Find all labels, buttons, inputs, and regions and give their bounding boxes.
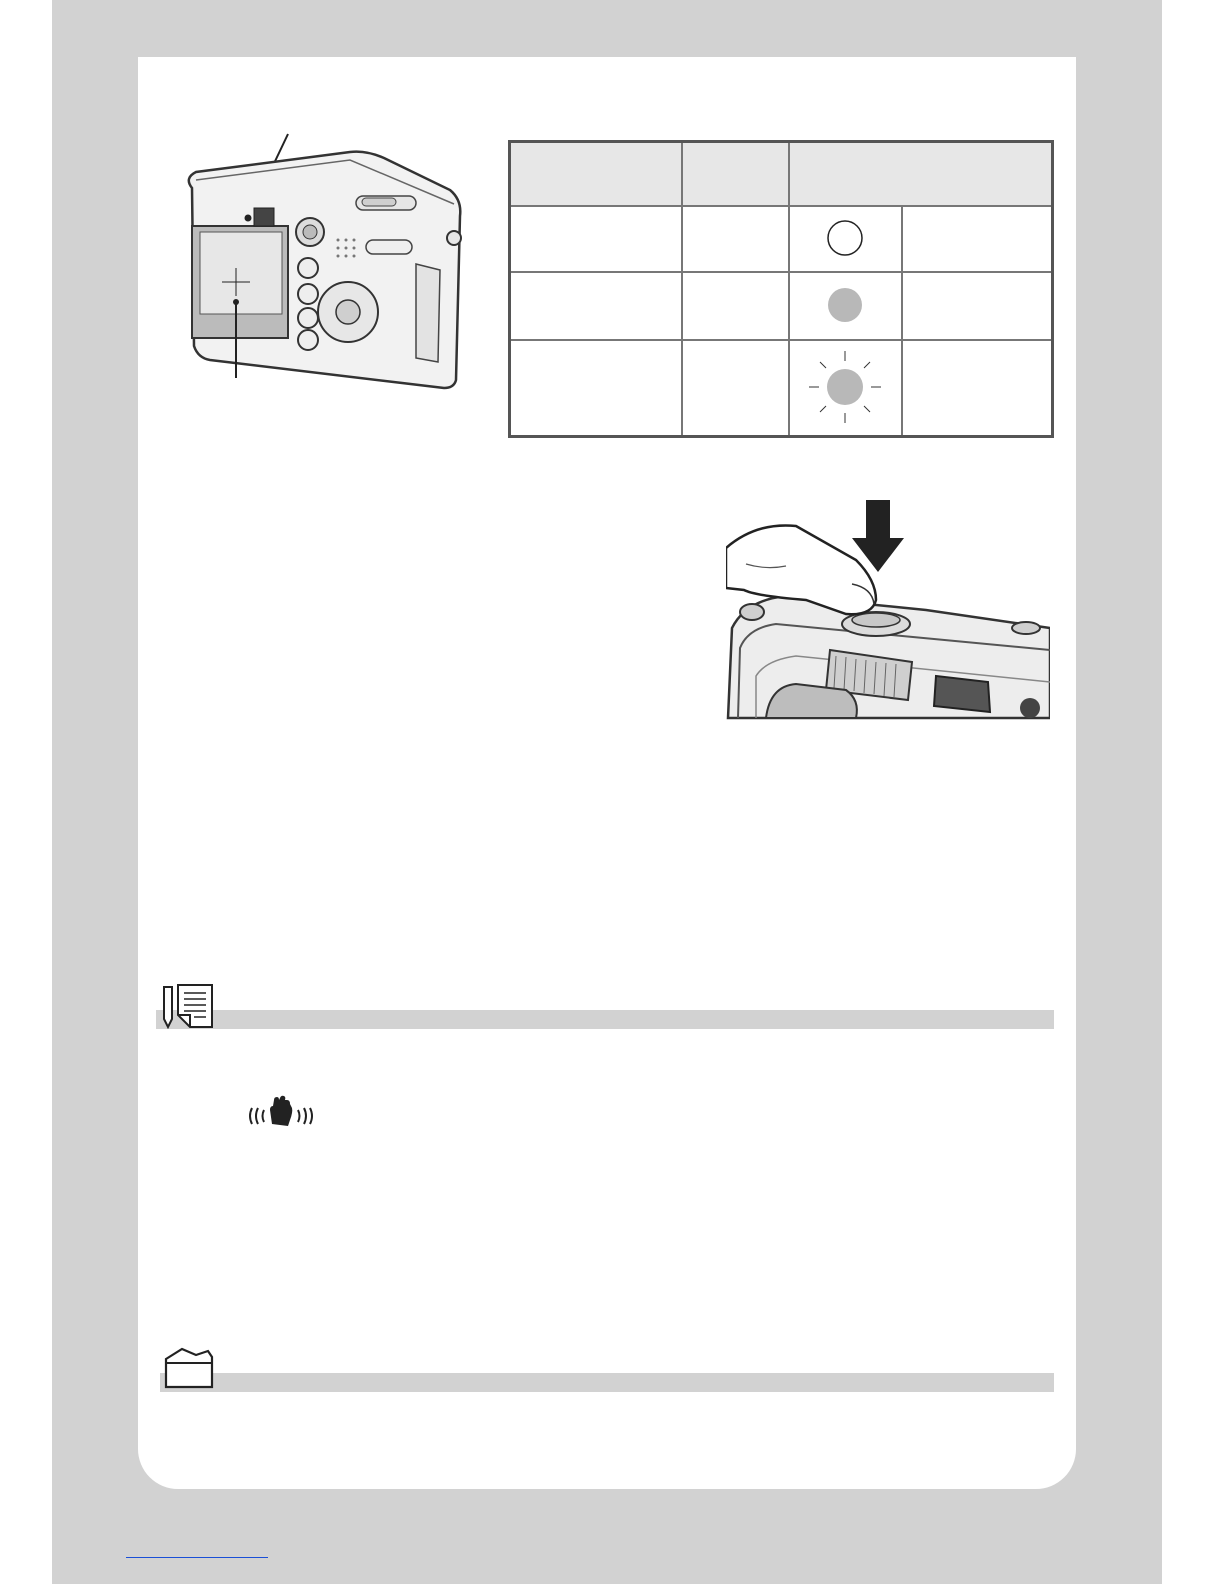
- table-cell: [789, 340, 902, 436]
- table-cell: [902, 340, 1053, 436]
- table-row: [510, 340, 1053, 436]
- memo-icon: [160, 983, 216, 1029]
- table-cell: [789, 272, 902, 340]
- notes-section-bar: [156, 1010, 1054, 1029]
- table-row: [510, 206, 1053, 272]
- table-cell: [682, 206, 789, 272]
- camera-shake-hand-icon: [246, 1094, 314, 1130]
- finger-pressing-shutter-illustration: [726, 500, 1050, 720]
- lamp-lit-icon: [823, 283, 867, 327]
- table-row: [510, 272, 1053, 340]
- table-cell: [902, 272, 1053, 340]
- lamp-status-table: [508, 140, 1054, 438]
- table-cell: [789, 206, 902, 272]
- table-cell: [682, 340, 789, 436]
- lamp-off-icon: [823, 216, 867, 260]
- lamp-blinking-icon: [805, 347, 885, 427]
- table-cell: [510, 272, 682, 340]
- table-header-cell: [682, 142, 789, 207]
- reference-section-bar: [160, 1373, 1054, 1392]
- table-cell: [510, 340, 682, 436]
- camera-rear-illustration: [170, 130, 470, 390]
- table-header-row: [510, 142, 1053, 207]
- table-header-cell: [789, 142, 1053, 207]
- table-cell: [902, 206, 1053, 272]
- table-header-cell: [510, 142, 682, 207]
- table-cell: [510, 206, 682, 272]
- table-cell: [682, 272, 789, 340]
- footer-link-underline[interactable]: [126, 1557, 268, 1558]
- folder-icon: [162, 1345, 218, 1391]
